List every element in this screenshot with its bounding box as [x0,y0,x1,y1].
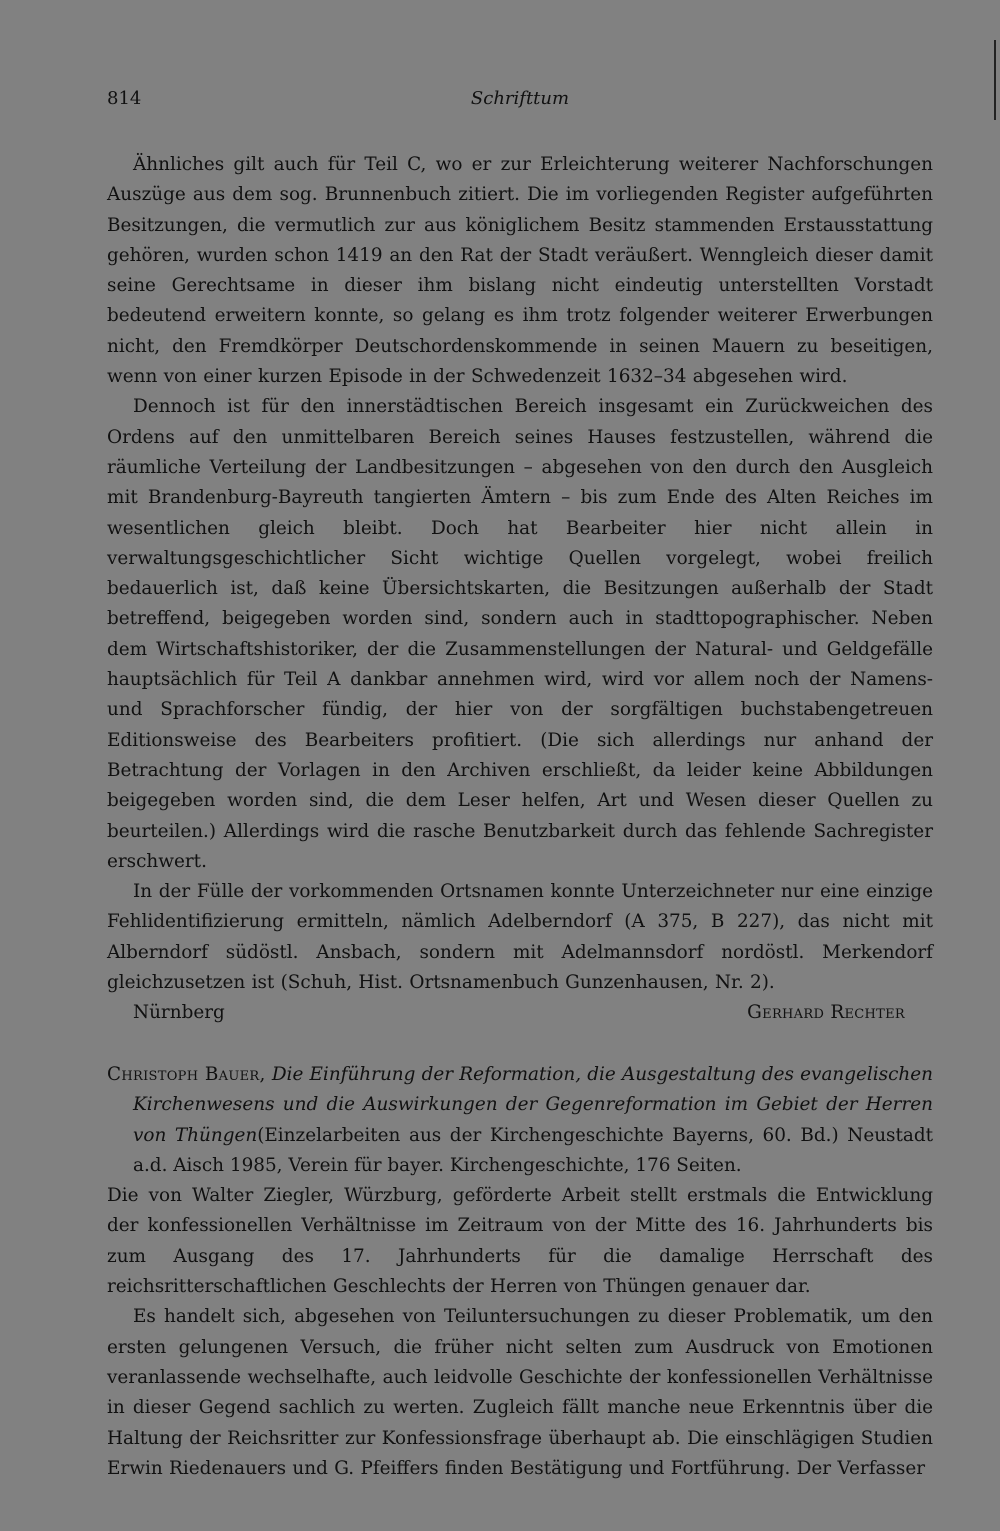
review2-paragraph-1: Die von Walter Ziegler, Würzburg, geförderte Arbeit stellt erstmals die Entwicklung der konfessionellen Verhältnisse im Zeitraum von der Mitte des 16. Jahrhunderts bis zum Ausgang des 17. Jahrhunderts für die damalige Herrschaft des reichsritterschaftlichen Geschlechts der Herren von Thüngen genauer dar. [107,1185,933,1298]
review1-paragraph-2: Dennoch ist für den innerstädtischen Bereich insgesamt ein Zurückweichen des Ordens auf den unmittelbaren Bereich seines Hauses festzustellen, während die räumliche Verteilung der Landbesitzungen – abgesehen von den durch den Ausgleich mit Brandenburg-Bayreuth tangierten Ämtern – bis zum Ende des Alten Reiches im wesentlichen gleich bleibt. Doch hat Bearbeiter hier nicht allein in verwaltungsgeschichtlicher Sicht wichtige Quellen vorgelegt, wobei freilich bedauerlich ist, daß keine Übersichtskarten, die Besitzungen außerhalb der Stadt betreffend, beigegeben worden sind, sondern auch in stadttopographischer. Neben dem Wirtschaftshistoriker, der die Zusammenstellungen der Natural- und Geldgefälle hauptsächlich für Teil A dankbar annehmen wird, wird vor allem noch der Namens- und Sprachforscher fündig, der hier von der sorgfältigen buchstabengetreuen Editionsweise des Bearbeiters profitiert. (Die sich allerdings nur anhand der Betrachtung der Vorlagen in den Archiven erschließt, da leider keine Abbildungen beigegeben worden sind, die dem Leser helfen, Art und Wesen dieser Quellen zu beurteilen.) Allerdings wird die rasche Benutzbarkeit durch das fehlende Sachregister erschwert. [107,396,933,872]
citation-author: Christoph Bauer, [107,1064,266,1085]
running-head: Schrifttum [470,88,570,109]
review1-paragraph-3: In der Fülle der vorkommenden Ortsnamen konnte Unterzeichneter nur eine einzige Fehlidentifizierung ermitteln, nämlich Adelberndorf (A 375, B 227), das nicht mit Alberndorf südöstl. Ansbach, sondern mit Adelmannsdorf nordöstl. Merkendorf gleichzusetzen ist (Schuh, Hist. Ortsnamenbuch Gunzenhausen, Nr. 2). [107,881,933,994]
review1-signature [107,998,933,1028]
review2-citation [107,1060,933,1181]
citation-details: (Einzelarbeiten aus der Kirchengeschichte Bayerns, 60. Bd.) Neustadt a.d. Aisch 1985, Verein für bayer. Kirchengeschichte, 176 Seiten. [133,1124,934,1176]
review-rechter [107,150,933,1029]
review1-place: Nürnberg [133,1002,225,1024]
review1-paragraph-1: Ähnliches gilt auch für Teil C, wo er zur Erleichterung weiterer Nachforschungen Auszüge aus dem sog. Brunnenbuch zitiert. Die im vorliegenden Register aufgeführten Besitzungen, die vermutlich zur aus königlichem Besitz stammenden Erstausstattung gehören, wurden schon 1419 an den Rat der Stadt veräußert. Wenngleich dieser damit seine Gerechtsame in dieser ihm bislang nicht eindeutig unterstellten Vorstadt bedeutend erweitern konnte, so gelang es ihm trotz folgender weiterer Erwerbungen nicht, den Fremdkörper Deutschordenskommende in seinen Mauern zu beseitigen, wenn von einer kurzen Episode in der Schwedenzeit 1632–34 abgesehen wird. [107,154,933,388]
page-number: 814 [107,88,142,109]
page-header [107,88,933,118]
page-edge-rule [994,40,996,120]
review2-paragraph-2: Es handelt sich, abgesehen von Teiluntersuchungen zu dieser Problematik, um den ersten gelungenen Versuch, die früher nicht selten zum Ausdruck von Emotionen veranlassende wechselhafte, auch leidvolle Geschichte der konfessionellen Verhältnisse in dieser Gegend sachlich zu werten. Zugleich fällt manche neue Erkenntnis über die Haltung der Reichsritter zur Konfessionsfrage überhaupt ab. Die einschlägigen Studien Erwin Riedenauers und G. Pfeiffers finden Bestätigung und Fortführung. Der Verfasser [107,1306,933,1479]
review-bauer [107,1060,933,1484]
review1-reviewer-name: Gerhard Rechter [747,1002,905,1024]
citation-title: Die Einführung der Reformation, die Ausgestaltung des evangelischen Kirchenwesens und die Auswirkungen der Gegenreformation im Gebiet der Herren von Thüngen [133,1064,933,1146]
